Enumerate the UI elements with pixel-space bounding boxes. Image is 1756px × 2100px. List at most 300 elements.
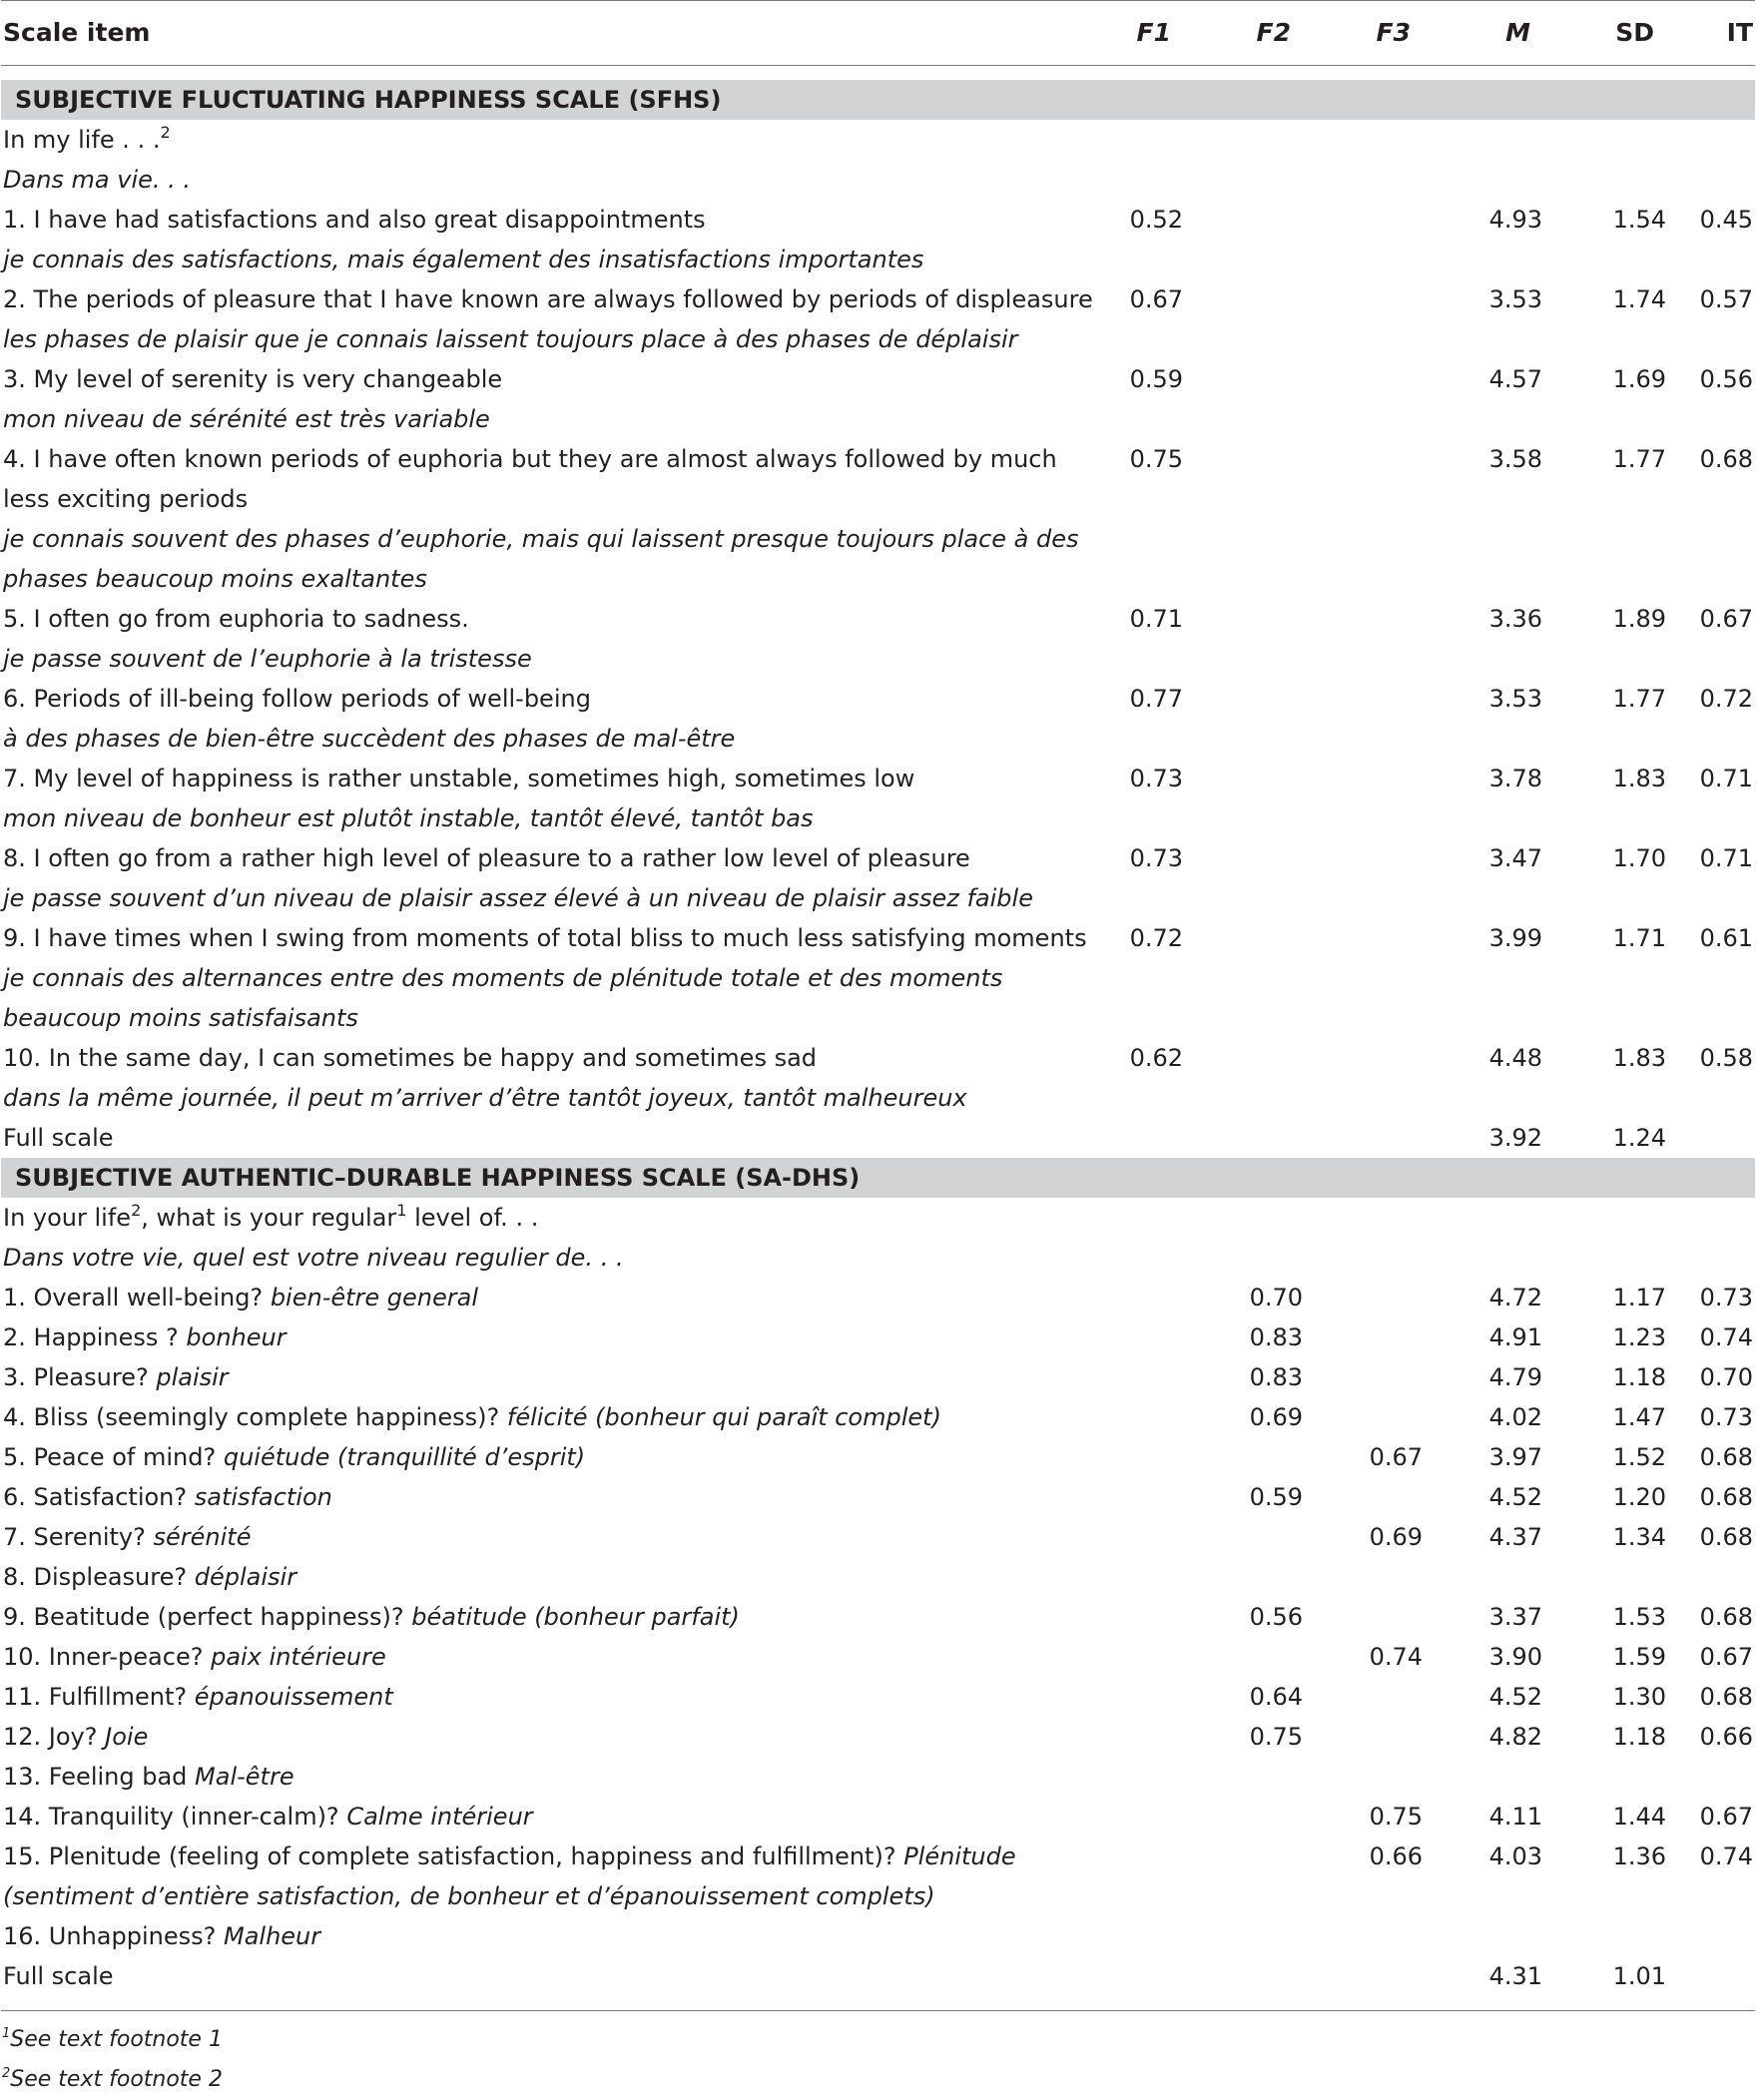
cell-f1: 0.71 (1129, 605, 1183, 633)
footnotes (2, 2020, 223, 2100)
cell-it: 0.68 (1699, 1483, 1753, 1511)
table-row (1, 1717, 1755, 1757)
section-title-sfhs: SUBJECTIVE FLUCTUATING HAPPINESS SCALE (SFHS) (1, 80, 1755, 120)
table-row (1, 200, 1755, 240)
column-header-sd: SD (1568, 1, 1686, 66)
cell-f2 (1209, 1637, 1329, 1677)
table-row (1, 1837, 1755, 1876)
cell-it (1686, 1916, 1755, 1956)
table-row (1, 639, 1755, 679)
table-row (1, 519, 1755, 559)
item-text (1, 1557, 1089, 1597)
cell-f1: 0.62 (1129, 1044, 1183, 1072)
item-text-fr: mon niveau de sérénité est très variable (3, 405, 490, 433)
cell-m: 4.02 (1488, 1403, 1542, 1431)
cell-sd: 1.44 (1612, 1803, 1666, 1831)
item-text-fr: bien-être general (270, 1284, 479, 1312)
item-text-fr: je connais des satisfactions, mais également des insatisfactions importantes (3, 246, 924, 273)
item-text-fr: quiétude (tranquillité d’esprit) (223, 1443, 586, 1471)
cell-it: 0.66 (1699, 1723, 1753, 1751)
table-row (1, 1278, 1755, 1317)
cell-f3 (1329, 918, 1449, 958)
cell-f1 (1089, 1317, 1209, 1357)
table-row (1, 359, 1755, 399)
cell-sd: 1.70 (1612, 844, 1666, 872)
full-scale-row-sfhs (1, 1118, 1755, 1158)
cell-sd: 1.69 (1612, 365, 1666, 393)
cell-it: 0.73 (1699, 1403, 1753, 1431)
item-text (1, 1437, 1089, 1477)
cell-f2: 0.64 (1249, 1683, 1303, 1711)
cell-f2 (1209, 759, 1329, 798)
cell-m: 3.78 (1488, 765, 1542, 792)
item-text-en: 7. My level of happiness is rather unstable, sometimes high, sometimes low (3, 765, 915, 792)
item-text-fr: beaucoup moins satisfaisants (3, 1004, 358, 1032)
column-header-f2: F2 (1209, 1, 1329, 66)
cell-f1 (1089, 1597, 1209, 1637)
cell-m: 3.58 (1488, 445, 1542, 473)
cell-it: 0.72 (1699, 685, 1753, 713)
cell-sd: 1.74 (1612, 285, 1666, 313)
item-text-en: 13. Feeling bad (3, 1763, 188, 1791)
cell-sd (1568, 1916, 1686, 1956)
cell-it: 0.58 (1699, 1044, 1753, 1072)
item-text-en: 9. I have times when I swing from moments of total bliss to much less satisfying moments (3, 924, 1087, 952)
item-text-en: 1. Overall well-being? (3, 1284, 264, 1312)
cell-sd: 1.52 (1612, 1443, 1666, 1471)
table-row (1, 798, 1755, 838)
cell-f1 (1089, 1717, 1209, 1757)
sfhs-stem-fr-row (1, 160, 1755, 200)
empty-cell (1209, 1956, 1329, 1996)
cell-m: 3.99 (1488, 924, 1542, 952)
item-text-fr: mon niveau de bonheur est plutôt instable, tantôt élevé, tantôt bas (3, 804, 814, 832)
cell-it: 0.67 (1699, 1803, 1753, 1831)
item-text-en: 14. Tranquility (inner-calm)? (3, 1803, 339, 1831)
cell-m: 4.03 (1488, 1842, 1542, 1870)
empty-cell (1209, 1118, 1329, 1158)
cell-f1 (1089, 1916, 1209, 1956)
sfhs-stem-fr: Dans ma vie. . . (3, 166, 192, 194)
item-text-en: 1. I have had satisfactions and also great disappointments (3, 206, 706, 234)
item-text (1, 1717, 1089, 1757)
table-row (1, 759, 1755, 798)
cell-m (1449, 1757, 1568, 1797)
item-text-en-cont: less exciting periods (3, 485, 249, 513)
footnote-text: See text footnote 1 (10, 2027, 223, 2052)
cell-f1: 0.59 (1129, 365, 1183, 393)
item-text-en: 2. Happiness ? (3, 1323, 179, 1351)
cell-f3 (1329, 1357, 1449, 1397)
item-text-fr: je passe souvent d’un niveau de plaisir assez élevé à un niveau de plaisir assez faible (3, 884, 1033, 912)
cell-sd: 1.71 (1612, 924, 1666, 952)
table-end-rule (1, 1996, 1755, 2011)
item-text (1, 1357, 1089, 1397)
cell-f2 (1209, 1038, 1329, 1078)
item-text-fr: phases beaucoup moins exaltantes (3, 565, 427, 593)
spacer-row (1, 66, 1755, 81)
cell-m: 4.11 (1488, 1803, 1542, 1831)
cell-m: 4.52 (1488, 1483, 1542, 1511)
cell-f3: 0.69 (1369, 1523, 1423, 1551)
cell-it: 0.74 (1699, 1842, 1753, 1870)
item-text (1, 1637, 1089, 1677)
cell-f1 (1089, 1757, 1209, 1797)
table-row (1, 1317, 1755, 1357)
sfhs-stem-en-row (1, 120, 1755, 160)
item-text-fr: sérénité (153, 1523, 252, 1551)
item-text (1, 1477, 1089, 1517)
cell-f3 (1329, 1717, 1449, 1757)
cell-m: 4.91 (1488, 1323, 1542, 1351)
cell-sd: 1.34 (1612, 1523, 1666, 1551)
cell-it: 0.68 (1699, 1683, 1753, 1711)
empty-cell (1329, 1956, 1449, 1996)
item-text-en: 16. Unhappiness? (3, 1922, 217, 1950)
table-row (1, 1078, 1755, 1118)
cell-f3 (1329, 838, 1449, 878)
cell-f2: 0.70 (1249, 1284, 1303, 1312)
item-text (1, 1797, 1089, 1837)
item-text-fr: Joie (105, 1723, 149, 1751)
item-text-fr: félicité (bonheur qui paraît complet) (506, 1403, 941, 1431)
cell-sd: 1.17 (1612, 1284, 1666, 1312)
sadhs-stem-en-b: , what is your regular (141, 1204, 397, 1232)
sadhs-stem-fr-row (1, 1238, 1755, 1278)
cell-f3 (1329, 759, 1449, 798)
cell-sd: 1.89 (1612, 605, 1666, 633)
item-text-en: 3. My level of serenity is very changeable (3, 365, 503, 393)
cell-it: 0.73 (1699, 1284, 1753, 1312)
cell-f2 (1209, 1517, 1329, 1557)
cell-sd (1568, 1757, 1686, 1797)
item-text (1, 1597, 1089, 1637)
cell-sd: 1.83 (1612, 765, 1666, 792)
footnote-ref-2: 2 (131, 1201, 142, 1220)
cell-f2 (1209, 1797, 1329, 1837)
cell-m: 3.90 (1488, 1643, 1542, 1671)
column-header-item: Scale item (1, 1, 1089, 66)
table-row (1, 1557, 1755, 1597)
item-text-en: 2. The periods of pleasure that I have known are always followed by periods of displeasure (3, 285, 1093, 313)
cell-f1 (1089, 1557, 1209, 1597)
cell-m (1449, 1557, 1568, 1597)
cell-f1 (1089, 1397, 1209, 1437)
cell-f3: 0.67 (1369, 1443, 1423, 1471)
cell-f3 (1329, 1757, 1449, 1797)
cell-f1 (1089, 1637, 1209, 1677)
cell-sd: 1.77 (1612, 685, 1666, 713)
cell-f1 (1089, 1437, 1209, 1477)
table-row (1, 1597, 1755, 1637)
item-text (1, 1837, 1089, 1876)
cell-f2 (1209, 599, 1329, 639)
empty-cell (1089, 1118, 1209, 1158)
table-row (1, 399, 1755, 439)
bottom-rule (1, 1996, 1755, 2011)
table-row (1, 918, 1755, 958)
cell-it: 0.45 (1699, 206, 1753, 234)
table-row (1, 1038, 1755, 1078)
cell-f1: 0.77 (1129, 685, 1183, 713)
table-row (1, 878, 1755, 918)
item-text (1, 1916, 1089, 1956)
cell-m: 3.53 (1488, 285, 1542, 313)
item-text-fr: je connais souvent des phases d’euphorie, mais qui laissent presque toujours place à des (3, 525, 1079, 553)
cell-f3: 0.66 (1369, 1842, 1423, 1870)
item-text-en: 4. I have often known periods of euphoria but they are almost always followed by much (3, 445, 1057, 473)
sadhs-stem-en-row (1, 1198, 1755, 1238)
cell-f3 (1329, 359, 1449, 399)
empty-cell (1568, 479, 1686, 519)
cell-f3 (1329, 279, 1449, 319)
cell-m: 3.53 (1488, 685, 1542, 713)
cell-m: 4.82 (1488, 1723, 1542, 1751)
table-row (1, 319, 1755, 359)
cell-it: 0.56 (1699, 365, 1753, 393)
cell-m: 4.52 (1488, 1683, 1542, 1711)
item-text-en: 6. Periods of ill-being follow periods of well-being (3, 685, 591, 713)
item-text-fr-cont: (sentiment d’entière satisfaction, de bonheur et d’épanouissement complets) (3, 1882, 935, 1910)
cell-f2: 0.59 (1249, 1483, 1303, 1511)
item-text (1, 1757, 1089, 1797)
footnote-mark: 2 (2, 2066, 11, 2081)
sadhs-stem-en-c: level of. . . (406, 1204, 539, 1232)
cell-f2 (1209, 279, 1329, 319)
scale-items-table (1, 0, 1755, 2011)
table-row (1, 1916, 1755, 1956)
cell-f2 (1209, 1916, 1329, 1956)
cell-m (1449, 1916, 1568, 1956)
item-text-en: 6. Satisfaction? (3, 1483, 188, 1511)
cell-f2 (1209, 918, 1329, 958)
cell-m: 4.31 (1488, 1962, 1542, 1990)
cell-f2 (1209, 1557, 1329, 1597)
column-header-f3: F3 (1329, 1, 1449, 66)
footnote-text: See text footnote 2 (10, 2067, 223, 2092)
cell-it: 0.68 (1699, 1603, 1753, 1631)
empty-cell (1089, 1956, 1209, 1996)
item-text-en: 12. Joy? (3, 1723, 98, 1751)
cell-it: 0.67 (1699, 1643, 1753, 1671)
table-row (1, 838, 1755, 878)
cell-m: 4.37 (1488, 1523, 1542, 1551)
cell-f3 (1329, 1916, 1449, 1956)
cell-sd: 1.83 (1612, 1044, 1666, 1072)
item-text-en: 5. I often go from euphoria to sadness. (3, 605, 469, 633)
cell-f1 (1089, 1677, 1209, 1717)
full-scale-row-sadhs (1, 1956, 1755, 1996)
cell-it (1686, 1956, 1755, 1996)
cell-f2: 0.83 (1249, 1323, 1303, 1351)
cell-f3 (1329, 1317, 1449, 1357)
item-text-fr: Mal-être (195, 1763, 294, 1791)
cell-f2: 0.83 (1249, 1363, 1303, 1391)
cell-f2 (1209, 1757, 1329, 1797)
cell-f2: 0.75 (1249, 1723, 1303, 1751)
empty-cell (1209, 479, 1329, 519)
item-text-fr: épanouissement (194, 1683, 393, 1711)
cell-f3 (1329, 1557, 1449, 1597)
table-row (1, 998, 1755, 1038)
cell-m: 4.48 (1488, 1044, 1542, 1072)
item-text-fr: plaisir (156, 1363, 229, 1391)
item-text-en: 7. Serenity? (3, 1523, 146, 1551)
footnote-ref-2: 2 (160, 123, 171, 142)
cell-it (1686, 1557, 1755, 1597)
cell-f3: 0.75 (1369, 1803, 1423, 1831)
cell-sd: 1.54 (1612, 206, 1666, 234)
cell-sd: 1.47 (1612, 1403, 1666, 1431)
column-header-m: M (1449, 1, 1568, 66)
table-row (1, 439, 1755, 479)
cell-f1: 0.72 (1129, 924, 1183, 952)
sadhs-stem-en (1, 1198, 1755, 1238)
item-text-en: 10. Inner-peace? (3, 1643, 204, 1671)
cell-m: 3.92 (1488, 1124, 1542, 1152)
cell-f3 (1329, 1397, 1449, 1437)
cell-f2 (1209, 1437, 1329, 1477)
cell-it: 0.68 (1699, 1443, 1753, 1471)
section-header-sadhs (1, 1158, 1755, 1198)
item-text-en: 8. Displeasure? (3, 1563, 188, 1591)
cell-f3 (1329, 599, 1449, 639)
table-row (1, 1517, 1755, 1557)
cell-m: 4.79 (1488, 1363, 1542, 1391)
cell-it: 0.57 (1699, 285, 1753, 313)
cell-f1: 0.73 (1129, 844, 1183, 872)
empty-cell (1686, 479, 1755, 519)
item-text-fr: je connais des alternances entre des moments de plénitude totale et des moments (3, 964, 1003, 992)
cell-it: 0.74 (1699, 1323, 1753, 1351)
table-row (1, 479, 1755, 519)
cell-sd: 1.30 (1612, 1683, 1666, 1711)
table-row (1, 599, 1755, 639)
item-text (1, 1677, 1089, 1717)
table-row (1, 1477, 1755, 1517)
section-header-sfhs (1, 80, 1755, 120)
empty-cell (1449, 479, 1568, 519)
section-title-sadhs: SUBJECTIVE AUTHENTIC–DURABLE HAPPINESS SCALE (SA-DHS) (1, 1158, 1755, 1198)
item-text-fr: bonheur (186, 1323, 287, 1351)
table-row (1, 958, 1755, 998)
item-text-fr: Malheur (224, 1922, 321, 1950)
item-text-fr: Plénitude (903, 1842, 1016, 1870)
item-text (1, 1397, 1089, 1437)
item-text-fr: je passe souvent de l’euphorie à la tristesse (3, 645, 532, 673)
cell-f2 (1209, 359, 1329, 399)
cell-m: 4.93 (1488, 206, 1542, 234)
full-scale-label: Full scale (3, 1124, 114, 1152)
cell-f1: 0.73 (1129, 765, 1183, 792)
cell-sd: 1.36 (1612, 1842, 1666, 1870)
table-row (1, 1677, 1755, 1717)
header-row (1, 1, 1755, 66)
cell-sd: 1.24 (1612, 1124, 1666, 1152)
cell-sd: 1.53 (1612, 1603, 1666, 1631)
cell-f2: 0.69 (1249, 1403, 1303, 1431)
cell-sd: 1.01 (1612, 1962, 1666, 1990)
cell-f3 (1329, 679, 1449, 719)
item-text-fr: déplaisir (194, 1563, 297, 1591)
cell-f1 (1089, 1517, 1209, 1557)
table-row (1, 1637, 1755, 1677)
cell-m: 3.36 (1488, 605, 1542, 633)
sadhs-stem-en-a: In your life (3, 1204, 132, 1232)
cell-sd (1568, 1557, 1686, 1597)
footnote-mark: 1 (2, 2026, 11, 2041)
cell-f1 (1089, 1837, 1209, 1876)
sfhs-stem-en-text: In my life . . . (3, 126, 161, 154)
table-row (1, 1357, 1755, 1397)
cell-f1 (1089, 1278, 1209, 1317)
full-scale-label: Full scale (3, 1962, 114, 1990)
cell-f2 (1209, 200, 1329, 240)
cell-m: 3.97 (1488, 1443, 1542, 1471)
cell-m: 4.72 (1488, 1284, 1542, 1312)
table-row (1, 240, 1755, 279)
table-row (1, 1757, 1755, 1797)
item-text (1, 1317, 1089, 1357)
cell-it: 0.70 (1699, 1363, 1753, 1391)
table-row (1, 559, 1755, 599)
cell-f3 (1329, 439, 1449, 479)
table-body (1, 66, 1755, 2011)
item-text-en: 15. Plenitude (feeling of complete satisfaction, happiness and fulfillment)? (3, 1842, 896, 1870)
item-text-en: 9. Beatitude (perfect happiness)? (3, 1603, 404, 1631)
cell-f1 (1089, 1357, 1209, 1397)
item-text-fr: les phases de plaisir que je connais laissent toujours place à des phases de déplaisir (3, 325, 1018, 353)
cell-sd: 1.23 (1612, 1323, 1666, 1351)
cell-f2: 0.56 (1249, 1603, 1303, 1631)
cell-sd: 1.18 (1612, 1363, 1666, 1391)
cell-f3 (1329, 1038, 1449, 1078)
cell-f3 (1329, 1477, 1449, 1517)
sfhs-stem-en (1, 120, 1755, 160)
table-row (1, 679, 1755, 719)
table-row (1, 1876, 1755, 1916)
item-text-fr: dans la même journée, il peut m’arriver d’être tantôt joyeux, tantôt malheureux (3, 1084, 967, 1112)
item-text-en: 3. Pleasure? (3, 1363, 149, 1391)
cell-f1: 0.75 (1129, 445, 1183, 473)
footnote-2 (2, 2060, 223, 2100)
table-row (1, 1397, 1755, 1437)
table-row (1, 1797, 1755, 1837)
cell-f1: 0.52 (1129, 206, 1183, 234)
cell-f3: 0.74 (1369, 1643, 1423, 1671)
cell-sd: 1.59 (1612, 1643, 1666, 1671)
column-header-it: IT (1686, 1, 1755, 66)
cell-m: 3.37 (1488, 1603, 1542, 1631)
item-text-fr: satisfaction (194, 1483, 332, 1511)
cell-it (1686, 1118, 1755, 1158)
item-text-en: 8. I often go from a rather high level of pleasure to a rather low level of pleasure (3, 844, 970, 872)
column-header-f1: F1 (1089, 1, 1209, 66)
cell-f1 (1089, 1477, 1209, 1517)
item-text-fr: Calme intérieur (346, 1803, 533, 1831)
item-text (1, 1278, 1089, 1317)
cell-sd: 1.77 (1612, 445, 1666, 473)
cell-f3 (1329, 1278, 1449, 1317)
cell-it: 0.67 (1699, 605, 1753, 633)
cell-f2 (1209, 838, 1329, 878)
cell-it: 0.71 (1699, 844, 1753, 872)
cell-it (1686, 1757, 1755, 1797)
cell-sd: 1.18 (1612, 1723, 1666, 1751)
cell-f1: 0.67 (1129, 285, 1183, 313)
item-text-en: 10. In the same day, I can sometimes be happy and sometimes sad (3, 1044, 818, 1072)
item-text-fr: à des phases de bien-être succèdent des phases de mal-être (3, 725, 736, 753)
